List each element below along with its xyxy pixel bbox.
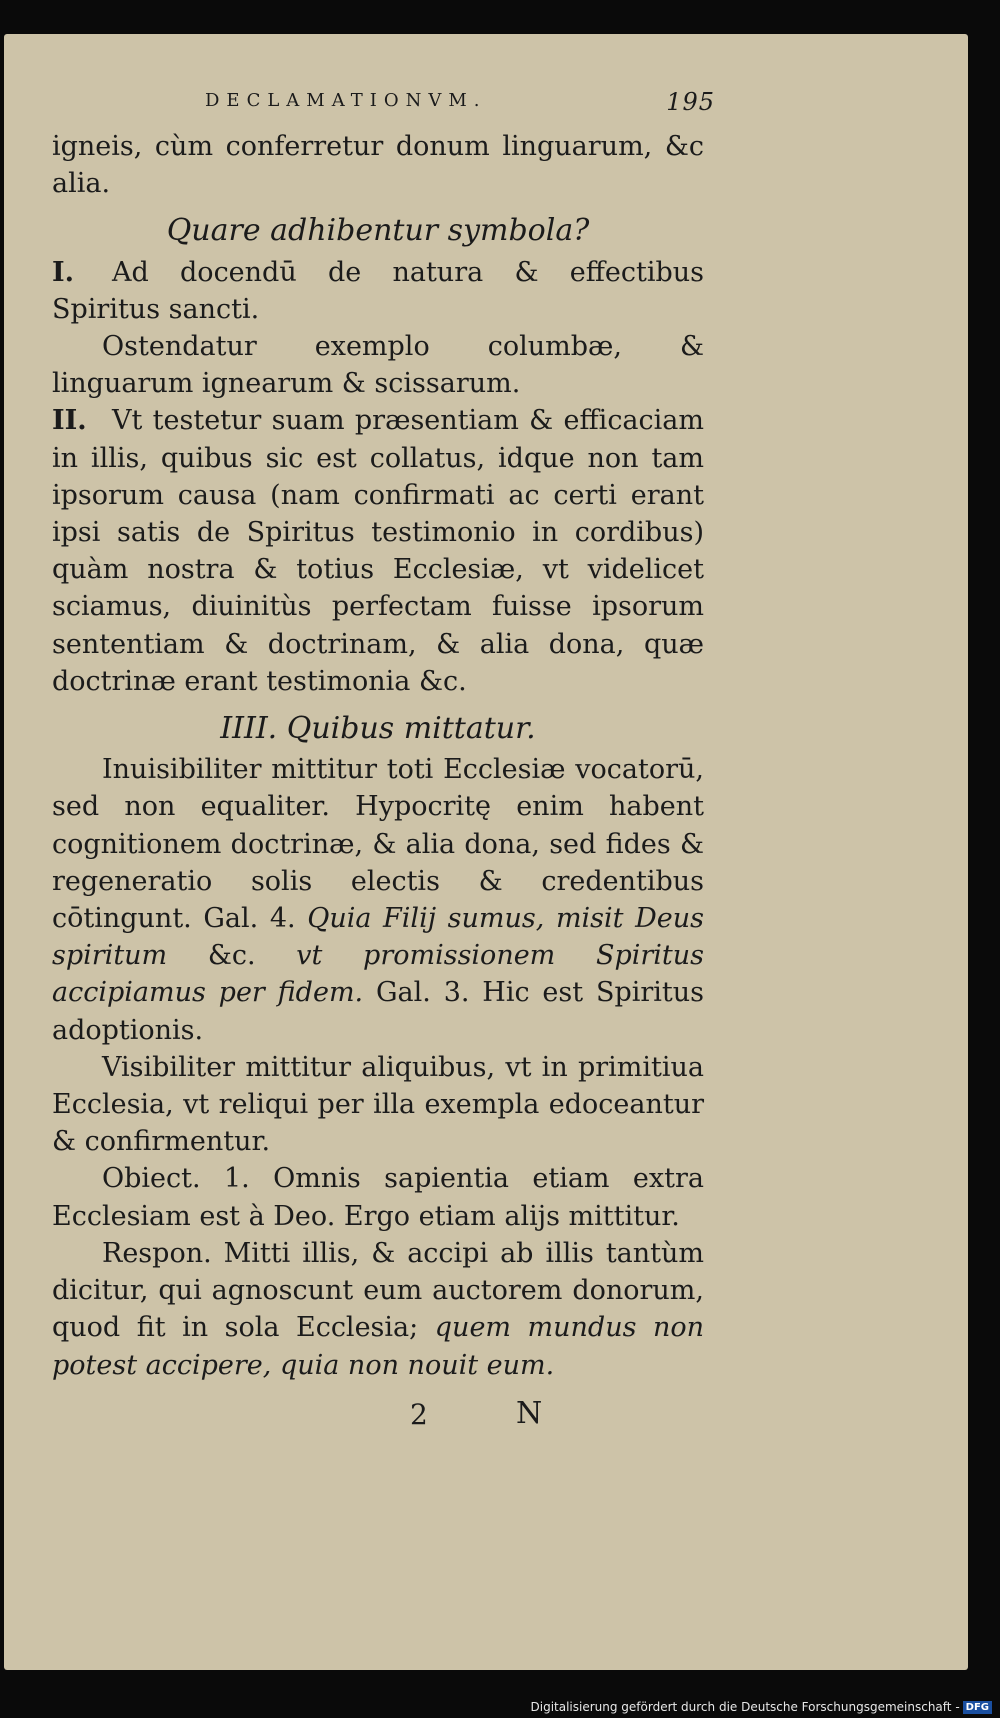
- italic-quote: quem mundus non potest accipere, quia non nouit eum.: [52, 1312, 704, 1381]
- text-run: Gal. 3. Hic est Spiritus adoptionis.: [52, 977, 704, 1046]
- dfg-logo: DFG: [963, 1701, 992, 1714]
- section-heading: IIII. Quibus mittatur.: [220, 711, 536, 747]
- section-heading: Quare adhibentur symbola?: [166, 213, 590, 249]
- paragraph: Obiect. 1. Omnis sapientia etiam extra Ecclesiam est à Deo. Ergo etiam alijs mittitur.: [52, 1163, 704, 1232]
- item-number: I.: [52, 256, 75, 288]
- text-run: &c.: [207, 940, 256, 972]
- body-text: [52, 128, 704, 1384]
- text-run: Respon. Mitti illis, & accipi ab illis tantùm dicitur, qui agnoscunt eum auctorem donorum, quod fit in sola Ecclesia;: [52, 1237, 704, 1344]
- signature-mark: 2: [410, 1398, 428, 1431]
- item-number: II.: [52, 405, 87, 437]
- page-footer: [400, 1396, 560, 1436]
- digitization-credit: [531, 1700, 993, 1714]
- paragraph: igneis, cùm conferretur donum linguarum, &c alia.: [52, 131, 704, 200]
- paragraph: Ostendatur exemplo columbæ, & linguarum ignearum & scissarum.: [52, 331, 704, 400]
- running-head: DECLAMATIONVM.: [205, 90, 487, 111]
- paragraph: [52, 1235, 704, 1384]
- page-header: [205, 90, 715, 120]
- italic-quote: vt promissionem Spiritus accipiamus per fidem.: [52, 940, 704, 1009]
- gathering-letter: N: [516, 1396, 543, 1431]
- paragraph: Visibiliter mittitur aliquibus, vt in primitiua Ecclesia, vt reliqui per illa exempla edoceantur & confirmentur.: [52, 1051, 704, 1158]
- numbered-paragraph: [52, 254, 704, 328]
- italic-quote: Quia Filij sumus, misit Deus spiritum: [52, 903, 704, 972]
- item-text: Ad docendū de natura & effectibus Spiritus sancti.: [52, 256, 704, 325]
- paragraph: [52, 751, 704, 1049]
- text-run: Inuisibiliter mittitur toti Ecclesiæ vocatorū, sed non equaliter. Hypocritę enim habent cognitionem doctrinæ, & alia dona, sed fides & regeneratio solis electis & credentibus cōtingunt. Gal. 4.: [52, 754, 704, 935]
- item-text: Vt testetur suam præsentiam & efficaciam in illis, quibus sic est collatus, idque non tam ipsorum causa (nam confirmati ac certi erant ipsi satis de Spiritus testimonio in cordibus) quàm nostra & totius Ecclesiæ, vt videlicet sciamus, diuinitùs perfectam fuisse ipsorum sententiam & doctrinam, & alia dona, quæ doctrinæ erant testimonia &c.: [52, 405, 704, 697]
- page-number: 195: [666, 88, 715, 116]
- numbered-paragraph: [52, 402, 704, 700]
- credit-text: Digitalisierung gefördert durch die Deutsche Forschungsgemeinschaft -: [530, 1700, 960, 1714]
